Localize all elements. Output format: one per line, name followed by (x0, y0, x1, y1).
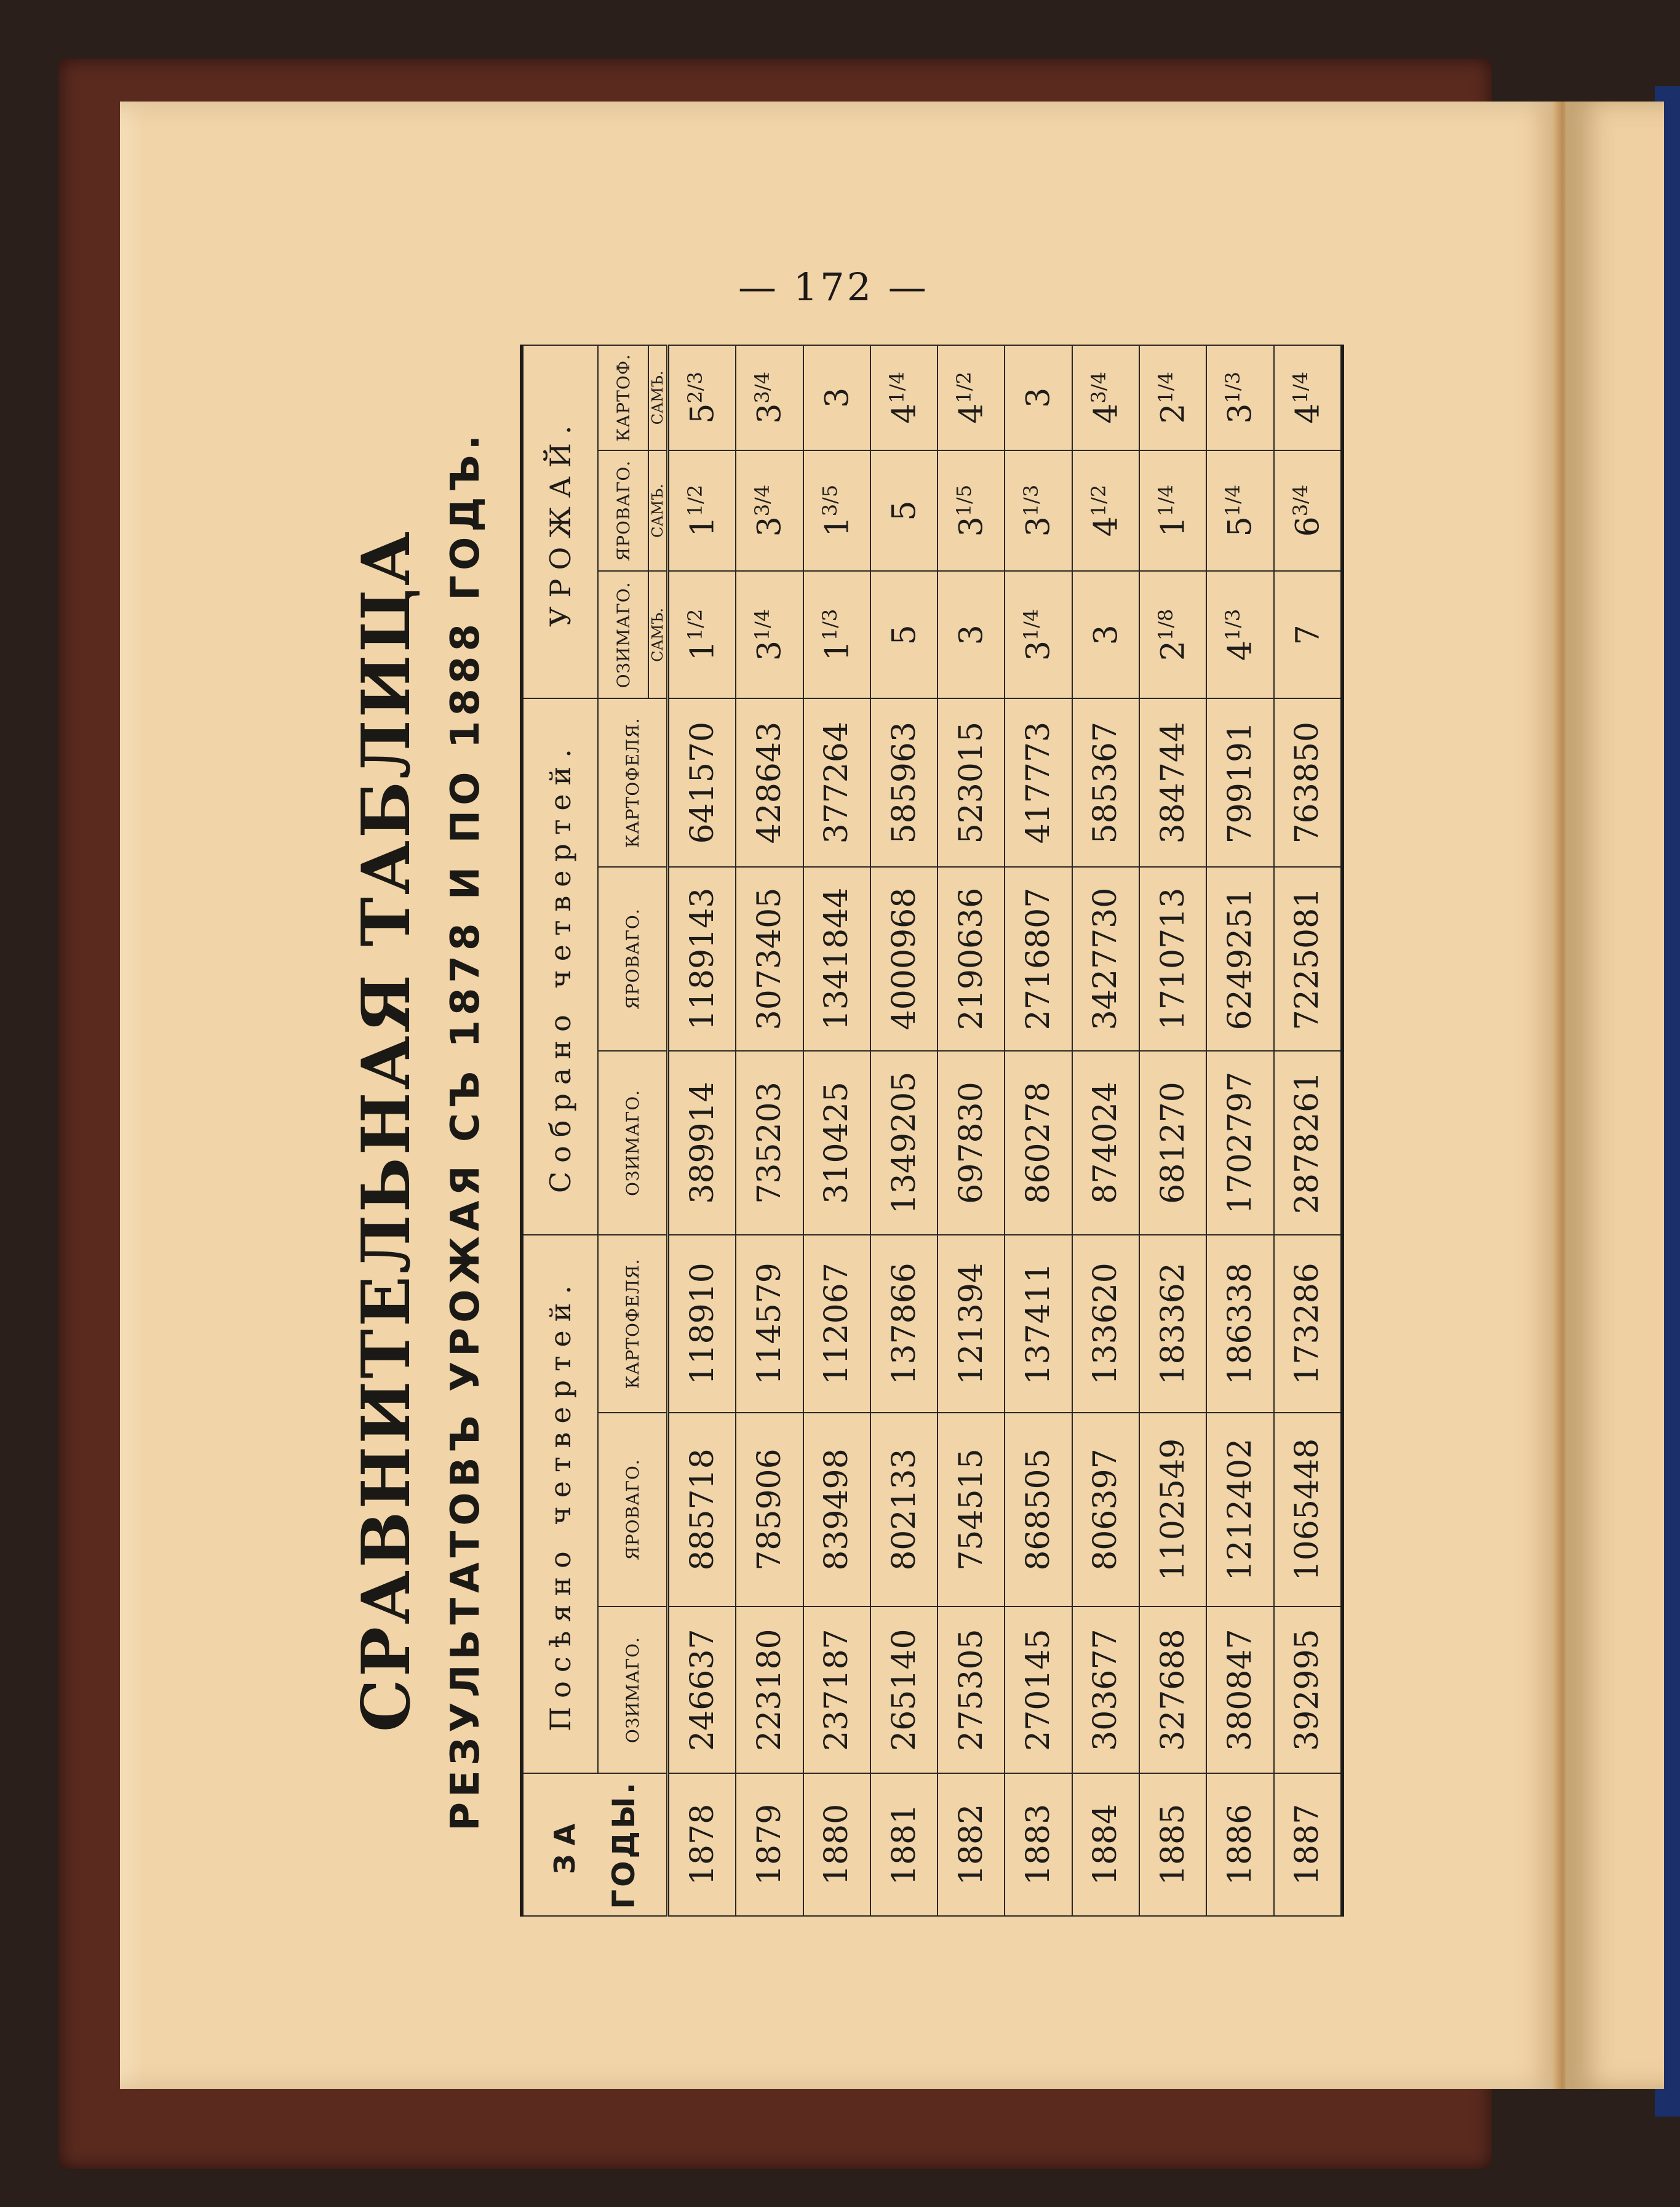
value-cell: 1349205 (870, 1051, 938, 1235)
yield-whole: 4 (1222, 641, 1259, 661)
yield-cell (668, 571, 736, 698)
years-label: ГОДЫ. (606, 1780, 642, 1909)
yield-whole: 3 (1020, 641, 1057, 661)
yield-whole: 4 (1088, 403, 1125, 424)
yield-whole: 3 (1222, 403, 1259, 424)
value-cell: 223180 (736, 1606, 803, 1773)
yield-whole: 1 (684, 641, 722, 661)
collected-header: Собрано четвертей. (522, 698, 598, 1235)
value-cell: 585367 (1072, 698, 1139, 867)
value-cell: 265140 (870, 1606, 938, 1773)
yield-fraction: 3/5 (818, 484, 842, 517)
table-block (335, 345, 1350, 1917)
yield-whole: 3 (1088, 625, 1125, 645)
value-cell: 885718 (668, 1413, 736, 1606)
yield-cell (1139, 571, 1206, 698)
yield-fraction: 1/4 (885, 372, 909, 404)
yield-whole: 6 (1289, 516, 1326, 537)
yield-cell (870, 450, 938, 572)
value-cell: 114579 (736, 1235, 803, 1413)
yield-cell (1072, 345, 1139, 450)
harvest-header: УРОЖАЙ. (522, 345, 598, 698)
sown-header: Посѣяно четвертей. (522, 1235, 598, 1773)
yield-whole: 5 (886, 625, 923, 645)
yield-whole: 3 (953, 625, 990, 645)
yield-whole: 3 (751, 641, 789, 661)
value-cell: 377264 (803, 698, 870, 867)
yield-fraction: 1/2 (1086, 484, 1110, 517)
value-cell: 2878261 (1274, 1051, 1342, 1235)
yield-cell (1274, 571, 1342, 698)
value-cell: 133620 (1072, 1235, 1139, 1413)
year-cell: 1886 (1206, 1773, 1273, 1916)
yield-cell (803, 571, 870, 698)
table-row (1005, 345, 1072, 1916)
year-cell: 1882 (938, 1773, 1005, 1916)
yield-cell (1072, 450, 1139, 572)
value-cell: 428643 (736, 698, 803, 867)
year-cell: 1887 (1274, 1773, 1342, 1916)
yield-whole: 3 (751, 403, 789, 424)
yield-whole: 4 (1289, 403, 1326, 424)
yield-whole: 3 (818, 387, 856, 408)
value-cell: 137411 (1005, 1235, 1072, 1413)
yield-cell (803, 450, 870, 572)
year-cell: 1878 (668, 1773, 736, 1916)
yield-whole: 2 (1155, 641, 1192, 661)
value-cell: 112067 (803, 1235, 870, 1413)
yield-cell (870, 571, 938, 698)
page-number: — 172 — (738, 265, 929, 309)
value-cell: 839498 (803, 1413, 870, 1606)
value-cell: 1341844 (803, 867, 870, 1051)
value-cell: 380847 (1206, 1606, 1273, 1773)
value-cell: 1212402 (1206, 1413, 1273, 1606)
value-cell: 246637 (668, 1606, 736, 1773)
value-cell: 118910 (668, 1235, 736, 1413)
yield-whole: 1 (818, 641, 856, 661)
value-cell: 310425 (803, 1051, 870, 1235)
value-cell: 183362 (1139, 1235, 1206, 1413)
value-cell: 237187 (803, 1606, 870, 1773)
value-cell: 697830 (938, 1051, 1005, 1235)
value-cell: 1702797 (1206, 1051, 1273, 1235)
value-cell: 754515 (938, 1413, 1005, 1606)
yield-whole: 3 (1020, 387, 1057, 408)
yield-fraction: 3/4 (1288, 484, 1312, 517)
value-cell: 868505 (1005, 1413, 1072, 1606)
yield-yarovago-header: ЯРОВАГО. (598, 450, 648, 572)
yield-whole: 1 (818, 516, 856, 537)
value-cell: 392995 (1274, 1606, 1342, 1773)
value-cell: 874024 (1072, 1051, 1139, 1235)
yield-fraction: 1/4 (1288, 372, 1312, 404)
value-cell: 1065448 (1274, 1413, 1342, 1606)
yield-whole: 3 (953, 516, 990, 537)
value-cell: 7225081 (1274, 867, 1342, 1051)
value-cell: 785906 (736, 1413, 803, 1606)
year-cell: 1880 (803, 1773, 870, 1916)
yield-cell (938, 345, 1005, 450)
value-cell: 173286 (1274, 1235, 1342, 1413)
yield-kartof-header: КАРТОФ. (598, 345, 648, 450)
value-cell: 802133 (870, 1413, 938, 1606)
yield-fraction: 3/4 (750, 484, 774, 517)
yield-cell (1072, 571, 1139, 698)
yield-whole: 5 (684, 403, 722, 424)
yield-cell (668, 450, 736, 572)
yield-cell (736, 450, 803, 572)
table-row (1072, 345, 1139, 1916)
yield-whole: 4 (1088, 516, 1125, 537)
yield-cell (870, 345, 938, 450)
yield-whole: 4 (886, 403, 923, 424)
value-cell: 681270 (1139, 1051, 1206, 1235)
yield-whole: 4 (953, 403, 990, 424)
table-row (668, 345, 736, 1916)
sown-kartofelya-header: КАРТОФЕЛЯ. (598, 1235, 668, 1413)
value-cell: 327688 (1139, 1606, 1206, 1773)
yield-whole: 5 (1222, 516, 1259, 537)
yield-whole: 3 (751, 516, 789, 537)
yield-fraction: 1/3 (1019, 484, 1043, 517)
value-cell: 806397 (1072, 1413, 1139, 1606)
years-header (522, 1773, 668, 1916)
yield-cell (736, 345, 803, 450)
yield-fraction: 1/4 (750, 609, 774, 641)
value-cell: 303677 (1072, 1606, 1139, 1773)
value-cell: 275305 (938, 1606, 1005, 1773)
value-cell: 763850 (1274, 698, 1342, 867)
yield-cell (668, 345, 736, 450)
value-cell: 860278 (1005, 1051, 1072, 1235)
yield-whole: 1 (1155, 516, 1192, 537)
value-cell: 417773 (1005, 698, 1072, 867)
value-cell: 6249251 (1206, 867, 1273, 1051)
yield-fraction: 1/2 (683, 609, 707, 641)
yield-fraction: 1/2 (683, 484, 707, 517)
yield-fraction: 3/4 (1086, 372, 1110, 404)
value-cell: 3073405 (736, 867, 803, 1051)
value-cell: 523015 (938, 698, 1005, 867)
col-ozimago-header: ОЗИМАГО. (598, 1051, 668, 1235)
table-subtitle: РЕЗУЛЬТАТОВЪ УРОЖАЯ СЪ 1878 И ПО 1888 ГОДЪ. (443, 430, 488, 1831)
sown-ozimago-header: ОЗИМАГО. (598, 1606, 668, 1773)
value-cell: 2190636 (938, 867, 1005, 1051)
col-kartofelya-header: КАРТОФЕЛЯ. (598, 698, 668, 867)
yield-ozimago-header: ОЗИМАГО. (598, 571, 648, 698)
table-row (1139, 345, 1206, 1916)
yield-cell (1274, 345, 1342, 450)
yield-cell (1005, 345, 1072, 450)
value-cell: 735203 (736, 1051, 803, 1235)
value-cell: 384744 (1139, 698, 1206, 867)
yield-whole: 7 (1289, 625, 1326, 645)
table-row (736, 345, 803, 1916)
table-title: СРАВНИТЕЛЬНАЯ ТАБЛИЦА (348, 529, 425, 1733)
yield-whole: 1 (684, 516, 722, 537)
facing-page (1566, 102, 1664, 2089)
table-row (938, 345, 1005, 1916)
yield-fraction: 1/4 (1019, 609, 1043, 641)
yield-fraction: 1/4 (1221, 484, 1245, 517)
rotated-table-area (335, 345, 1350, 1917)
yield-fraction: 1/8 (1153, 609, 1177, 641)
yield-cell (1274, 450, 1342, 572)
value-cell: 3427730 (1072, 867, 1139, 1051)
value-cell: 641570 (668, 698, 736, 867)
year-cell: 1885 (1139, 1773, 1206, 1916)
value-cell: 1189143 (668, 867, 736, 1051)
yield-cell (1005, 571, 1072, 698)
yield-cell (1206, 571, 1273, 698)
yield-cell (1005, 450, 1072, 572)
yield-cell (1206, 345, 1273, 450)
yield-fraction: 1/4 (1153, 372, 1177, 404)
value-cell: 137866 (870, 1235, 938, 1413)
yield-whole: 3 (1020, 516, 1057, 537)
table-row (1274, 345, 1342, 1916)
table-row (870, 345, 938, 1916)
value-cell: 799191 (1206, 698, 1273, 867)
yield-whole: 5 (886, 500, 923, 521)
yield-fraction: 2/3 (683, 372, 707, 404)
yield-fraction: 1/3 (1221, 609, 1245, 641)
yield-cell (736, 571, 803, 698)
year-cell: 1884 (1072, 1773, 1139, 1916)
yield-cell (938, 571, 1005, 698)
value-cell: 585963 (870, 698, 938, 867)
col-yarovago-header: ЯРОВАГО. (598, 867, 668, 1051)
value-cell: 2716807 (1005, 867, 1072, 1051)
yield-fraction: 1/2 (952, 372, 976, 404)
value-cell: 121394 (938, 1235, 1005, 1413)
yield-fraction: 3/4 (750, 372, 774, 404)
yield-cell (938, 450, 1005, 572)
yield-whole: 2 (1155, 403, 1192, 424)
value-cell: 4000968 (870, 867, 938, 1051)
za-label: ЗА (548, 1814, 581, 1875)
yield-fraction: 1/3 (818, 609, 842, 641)
table-row (1206, 345, 1273, 1916)
year-cell: 1883 (1005, 1773, 1072, 1916)
yield-cell (1139, 345, 1206, 450)
yield-fraction: 1/5 (952, 484, 976, 517)
value-cell: 1710713 (1139, 867, 1206, 1051)
yield-cell (1206, 450, 1273, 572)
unit-label: САМЪ. (648, 450, 668, 572)
value-cell: 270145 (1005, 1606, 1072, 1773)
harvest-table (520, 345, 1344, 1917)
sown-yarovago-header: ЯРОВАГО. (598, 1413, 668, 1606)
year-cell: 1881 (870, 1773, 938, 1916)
value-cell: 186338 (1206, 1235, 1273, 1413)
unit-label: САМЪ. (648, 571, 668, 698)
value-cell: 389914 (668, 1051, 736, 1235)
year-cell: 1879 (736, 1773, 803, 1916)
yield-fraction: 1/3 (1221, 372, 1245, 404)
value-cell: 1102549 (1139, 1413, 1206, 1606)
yield-cell (803, 345, 870, 450)
yield-fraction: 1/4 (1153, 484, 1177, 517)
yield-cell (1139, 450, 1206, 572)
table-row (803, 345, 870, 1916)
unit-label: САМЪ. (648, 345, 668, 450)
